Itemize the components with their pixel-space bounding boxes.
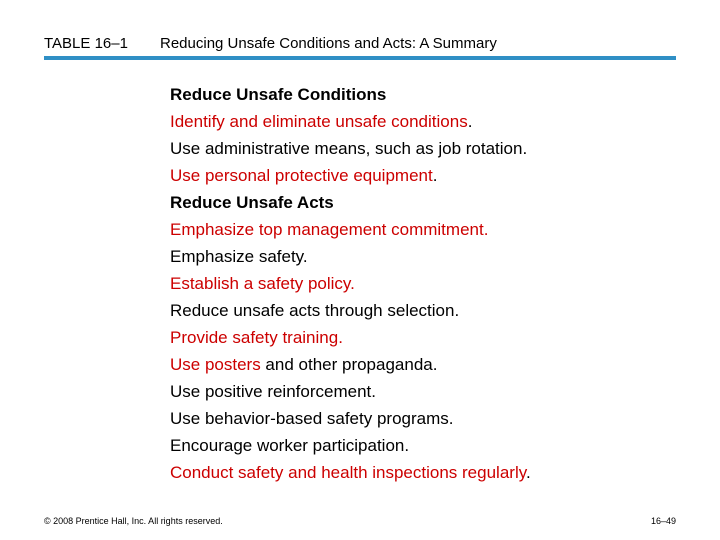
list-item xyxy=(170,245,531,272)
item-text-segment: Establish a safety policy. xyxy=(170,274,355,293)
list-item xyxy=(170,299,531,326)
item-text-segment: Reduce Unsafe Conditions xyxy=(170,85,387,104)
list-item xyxy=(170,434,531,461)
section-heading xyxy=(170,191,531,218)
list-item xyxy=(170,218,531,245)
section-heading xyxy=(170,83,531,110)
list-item xyxy=(170,461,531,488)
list-item xyxy=(170,407,531,434)
item-text-segment: Use personal protective equipment xyxy=(170,166,433,185)
item-text-segment: Reduce Unsafe Acts xyxy=(170,193,334,212)
list-item xyxy=(170,137,531,164)
header-rule xyxy=(44,56,676,60)
list-item xyxy=(170,110,531,137)
item-text-segment: and other propaganda. xyxy=(260,355,438,374)
item-text-segment: . xyxy=(525,463,531,482)
list-item xyxy=(170,380,531,407)
list-item xyxy=(170,272,531,299)
item-text-segment: Use behavior-based safety programs. xyxy=(170,409,454,428)
copyright-footer: © 2008 Prentice Hall, Inc. All rights reserved. xyxy=(44,516,223,526)
item-text-segment: Use positive reinforcement. xyxy=(170,382,376,401)
item-text-segment: Conduct safety and health inspections regularly xyxy=(170,463,526,482)
table-title: Reducing Unsafe Conditions and Acts: A Summary xyxy=(160,35,497,52)
item-text-segment: Emphasize top management commitment. xyxy=(170,220,489,239)
summary-list xyxy=(170,83,531,488)
list-item xyxy=(170,353,531,380)
item-text-segment: Reduce unsafe acts through selection. xyxy=(170,301,460,320)
item-text-segment: Emphasize safety. xyxy=(170,247,308,266)
page-number: 16–49 xyxy=(650,516,676,526)
item-text-segment: . xyxy=(467,112,473,131)
item-text-segment: Identify and eliminate unsafe conditions xyxy=(170,112,468,131)
list-item xyxy=(170,164,531,191)
item-text-segment: . xyxy=(432,166,438,185)
item-text-segment: Use posters xyxy=(170,355,261,374)
item-text-segment: Provide safety training. xyxy=(170,328,343,347)
list-item xyxy=(170,326,531,353)
item-text-segment: Encourage worker participation. xyxy=(170,436,410,455)
item-text-segment: Use administrative means, such as job rotation. xyxy=(170,139,528,158)
table-label: TABLE 16–1 xyxy=(44,35,128,52)
